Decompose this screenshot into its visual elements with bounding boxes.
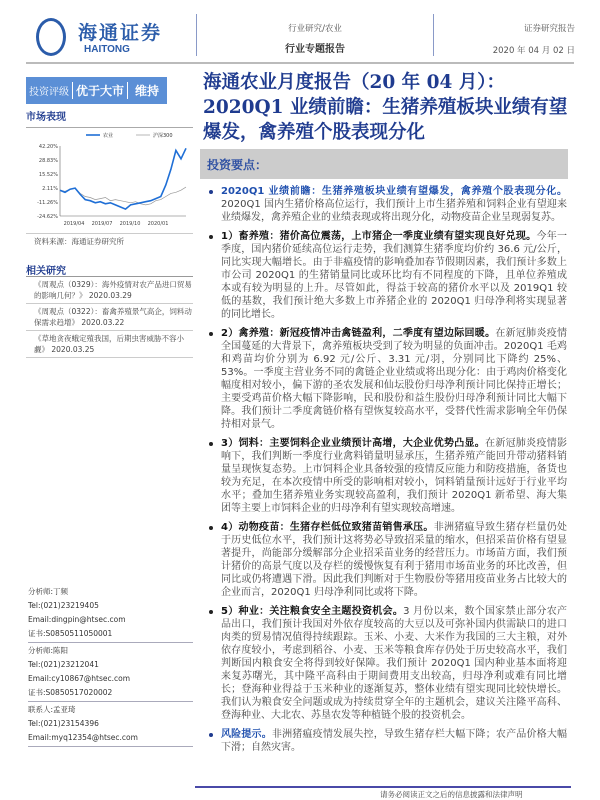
y-tick-label: 42.20% <box>38 144 58 150</box>
x-tick-label: 2019/07 <box>91 221 113 227</box>
key-point-lead: 2020Q1 业绩前瞻：生猪养殖板块业绩有望爆发，禽养殖个股表现分化。 <box>221 186 567 197</box>
key-point-lead: 4）动物疫苗：生猪存栏低位致猪苗销售承压。 <box>221 522 434 533</box>
divider <box>26 233 193 234</box>
chart-source: 资料来源：海通证券研究所 <box>34 237 124 246</box>
key-point-text: 2020Q1 国内生猪价格高位运行，我们预计上市生猪养殖和饲料企业有望迎来业绩爆发，禽养殖企业的业绩表现或将出现分化，动物疫苗企业呈现弱复苏。 <box>221 199 567 223</box>
x-tick-label: 2019/04 <box>63 221 85 227</box>
key-point-text: 非洲猪瘟导致生猪存栏量仍处于历史低位水平，我们预计这将势必导致招采量的缩水，但招采苗价格有望显著提升，尚能部分缓解部分企业招采苗业务的经营压力。市场苗方面，我们预计猪价的高景气度以及存栏的缓慢恢复有利于猪用市场苗业务的环比改善，但同比或仍将遭遇下滑。因此我们判断对于生物股份等猪用疫苗业务占比较大的企业而言，2020Q1 归母净利同比或将下降。 <box>221 522 568 598</box>
key-point <box>207 605 567 722</box>
footer-rule <box>195 786 571 788</box>
key-point-text: 3 月份以来，数个国家禁止部分农产品出口，我们预计我国对外依存度较高的大豆以及可弥补国内供需缺口的进口肉类的贸易情况值得持续跟踪。玉米、小麦、大米作为我国的三大主粮，对外依存度较小，考虑到稻谷、小麦、玉米等粮食库存仍处于历史较高水平，我们判断国内粮食安全将得到较好保障。我们预计 2020Q1 国内种业基本面将迎来复苏曙光，其中隆平高科由于期间费用支出较高，归母净利或难有同比增长；登海种业得益于玉米种业的逐渐复苏，整体业绩有望实现同比较快增长。我们认为粮食安全问题或成为持续贯穿全年的主题机会，建议关注隆平高科、登海种业、大北农、苏垦农发等种植链个股的投资机会。 <box>221 606 567 721</box>
analyst-tel: Tel:(021)23212041 <box>28 660 99 669</box>
divider <box>28 746 193 747</box>
report-category: 行业研究/农业 <box>288 24 342 34</box>
logo-text-cn: 海通证券 <box>78 22 163 44</box>
rating-label: 投资评级 <box>29 87 69 98</box>
rating-change: 维持 <box>135 84 160 98</box>
analyst-email[interactable]: Email:dingpin@htsec.com <box>28 615 126 624</box>
key-point-lead: 2）禽养殖：新冠疫情冲击禽链盈利，二季度有望边际回暖。 <box>221 328 496 339</box>
key-point-lead: 5）种业：关注粮食安全主题投资机会。 <box>221 606 404 617</box>
market-heading: 市场表现 <box>26 112 66 123</box>
header-rule <box>26 62 574 64</box>
key-point-text: 非洲猪瘟疫情发展失控，导致生猪存栏大幅下降；农产品价格大幅下滑；自然灾害。 <box>221 729 568 753</box>
x-tick-label: 2020/01 <box>147 221 169 227</box>
related-item[interactable] <box>26 277 193 304</box>
contact-name: 联系人:孟亚琦 <box>28 705 76 714</box>
key-point <box>207 185 567 224</box>
footer-disclaimer: 请务必阅读正文之后的信息披露和法律声明 <box>380 790 523 799</box>
analyst-name: 分析师:丁频 <box>28 587 69 596</box>
related-date: 2020.03.25 <box>51 345 95 354</box>
series-line-csi300 <box>60 187 186 205</box>
rating-value: 优于大市 <box>72 82 128 99</box>
key-points-heading: 投资要点： <box>200 149 568 179</box>
key-point-text: 在新冠肺炎疫情全国蔓延的大背景下，禽养殖板块受到了较为明显的负面冲击。2020Q1 毛鸡和鸡苗均价分别为 6.92 元/公斤、3.31 元/羽，分别同比下降约 25%、53%。一季度主营业务不同的禽链企业业绩或将出现分化：由于鸡肉价格变化幅度相对较小，偏下游的圣农发展和仙坛股份归母净利预计同比保持正增长；主要受鸡苗价格大幅下降影响，民和股份和益生股份归母净利预计同比大幅下降。我们预计二季度禽链价格有望恢复较高水平，受替代性需求影响全年仍保持相对景气。 <box>221 328 568 430</box>
analyst-tel: Tel:(021)23219405 <box>28 601 99 610</box>
legend-label: 农业 <box>103 133 114 139</box>
y-tick-label: 2.11% <box>42 186 58 192</box>
related-item[interactable] <box>26 331 193 358</box>
analyst-info <box>28 585 193 748</box>
related-list <box>26 276 193 358</box>
analyst-cert: 证书:S0850511050001 <box>28 629 113 638</box>
y-tick-label: -11.26% <box>37 200 58 206</box>
contact-email[interactable]: Email:myq12354@htsec.com <box>28 733 138 742</box>
analyst-cert: 证书:S0850517020002 <box>28 688 113 697</box>
y-tick-label: -24.62% <box>37 214 58 220</box>
x-tick-label: 2019/10 <box>119 221 141 227</box>
key-point <box>207 437 567 515</box>
main-column <box>200 70 575 760</box>
key-point <box>207 327 567 431</box>
logo-text-en: HAITONG <box>84 44 130 55</box>
report-date: 2020 年 04 月 02 日 <box>492 46 575 56</box>
analyst-email[interactable]: Email:cy10867@htsec.com <box>28 674 130 683</box>
legend-label: 沪深300 <box>153 133 173 139</box>
related-title: 《草地贪夜蛾定殖我国，后期虫害威胁不容小觑》 <box>34 334 184 354</box>
market-chart <box>26 130 193 230</box>
header-divider <box>196 14 197 56</box>
haitong-logo-icon <box>36 18 66 56</box>
related-title: 《周观点（0329）：海外疫情对农产品进口贸易的影响几何？》 <box>34 280 192 300</box>
rating-bar <box>26 77 167 104</box>
key-point <box>207 230 567 321</box>
y-tick-label: 28.83% <box>38 158 58 164</box>
analyst-name: 分析师:陈阳 <box>28 646 69 655</box>
divider <box>28 642 193 643</box>
key-point <box>207 521 567 599</box>
contact-tel: Tel:(021)23154396 <box>28 719 99 728</box>
related-date: 2020.03.29 <box>88 291 132 300</box>
key-point-text: 在新冠肺炎疫情影响下，我们判断一季度行业禽料销量明显承压，生猪养殖产能回升带动猪料销量呈现恢复态势。上市饲料企业具备较强的疫情反应能力和防疫措施，备货也较为充足，在本次疫情中所受的影响相对较小，饲料销量预计远好于行业平均水平；叠加生猪养殖业务实现较高盈利，我们预计 2020Q1 新希望、海大集团等主要上市饲料企业的归母净利有望实现较高增速。 <box>221 438 567 514</box>
key-point-lead: 1）畜养殖：猪价高位震荡，上市猪企一季度业绩有望实现良好兑现。 <box>221 231 537 242</box>
doc-type: 证券研究报告 <box>523 24 575 34</box>
related-date: 2020.03.22 <box>81 318 125 327</box>
key-point-lead: 风险提示。 <box>221 729 272 740</box>
key-point-lead: 3）饲料：主要饲料企业业绩预计高增，大企业优势凸显。 <box>221 438 486 449</box>
page-title: 海通农业月度报告（20 年 04 月）：2020Q1 业绩前瞻：生猪养殖板块业绩有望爆发，禽养殖个股表现分化 <box>203 72 568 143</box>
y-tick-label: 15.52% <box>38 172 58 178</box>
related-item[interactable] <box>26 304 193 331</box>
divider <box>28 701 193 702</box>
related-title: 《周观点（0322）：畜禽养殖景气高企，饲料动保需求趋增》 <box>34 307 192 327</box>
header-divider <box>433 14 434 56</box>
key-points-list <box>207 185 567 754</box>
series-line-agriculture <box>60 148 186 209</box>
report-type: 行业专题报告 <box>285 44 345 55</box>
related-heading: 相关研究 <box>26 266 66 277</box>
divider <box>26 127 193 128</box>
key-point-text: 今年一季度，国内猪价延续高位运行走势，我们测算生猪季度均价约 36.6 元/公斤，同比实现大幅增长。由于非瘟疫情的影响叠加春节假期因素，我们预计多数上市公司 2020Q1 的生猪销量同比或环比均有不同程度的下降，且单位养殖成本或有较为明显的上升。尽管如此，得益于较高的猪价水平以及 2019Q1 较低的基数，我们预计绝大多数上市养猪企业的 2020Q1 归母净利将实现显著的同比增长。 <box>221 231 568 320</box>
key-point <box>207 728 567 754</box>
